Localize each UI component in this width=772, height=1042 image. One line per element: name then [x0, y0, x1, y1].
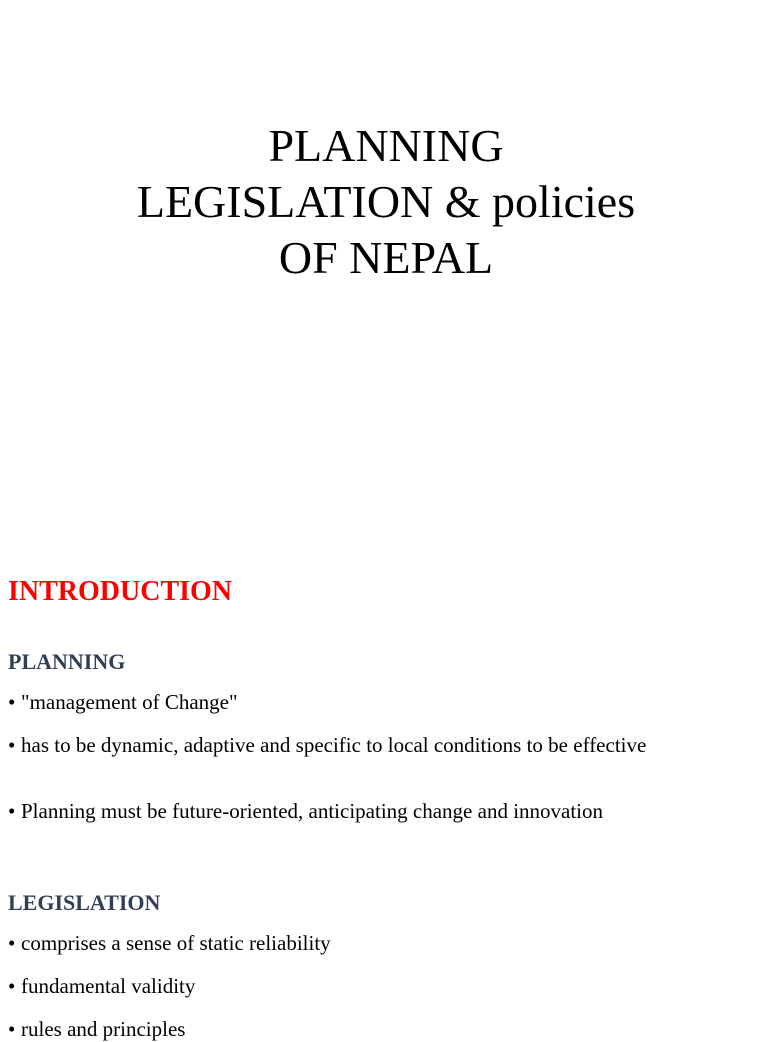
bullet-dot: • [8, 931, 16, 955]
legislation-bullet-2 [8, 973, 677, 999]
bullet-text: comprises a sense of static reliability [21, 931, 331, 955]
bullet-text: "management of Change" [21, 690, 238, 714]
bullet-text: rules and principles [21, 1017, 186, 1041]
bullet-text: Planning must be future-oriented, anticipating change and innovation [21, 799, 604, 823]
introduction-heading: INTRODUCTION [8, 576, 233, 607]
planning-bullet-2 [8, 732, 677, 758]
planning-bullet-3 [8, 798, 677, 824]
title-line-3: OF NEPAL [278, 232, 494, 283]
bullet-dot: • [8, 733, 16, 757]
title-line-2: LEGISLATION & policies [136, 176, 636, 227]
title-line-1: PLANNING [268, 120, 504, 171]
slide-title [0, 118, 772, 286]
legislation-bullet-3 [8, 1016, 677, 1042]
bullet-text: has to be dynamic, adaptive and specific to local conditions to be effective [21, 733, 647, 757]
planning-bullet-1 [8, 689, 677, 715]
legislation-heading: LEGISLATION [8, 890, 161, 915]
bullet-text: fundamental validity [21, 974, 196, 998]
legislation-bullet-1 [8, 930, 677, 956]
planning-heading: PLANNING [8, 649, 126, 674]
bullet-dot: • [8, 799, 16, 823]
bullet-dot: • [8, 1017, 16, 1041]
bullet-dot: • [8, 974, 16, 998]
bullet-dot: • [8, 690, 16, 714]
